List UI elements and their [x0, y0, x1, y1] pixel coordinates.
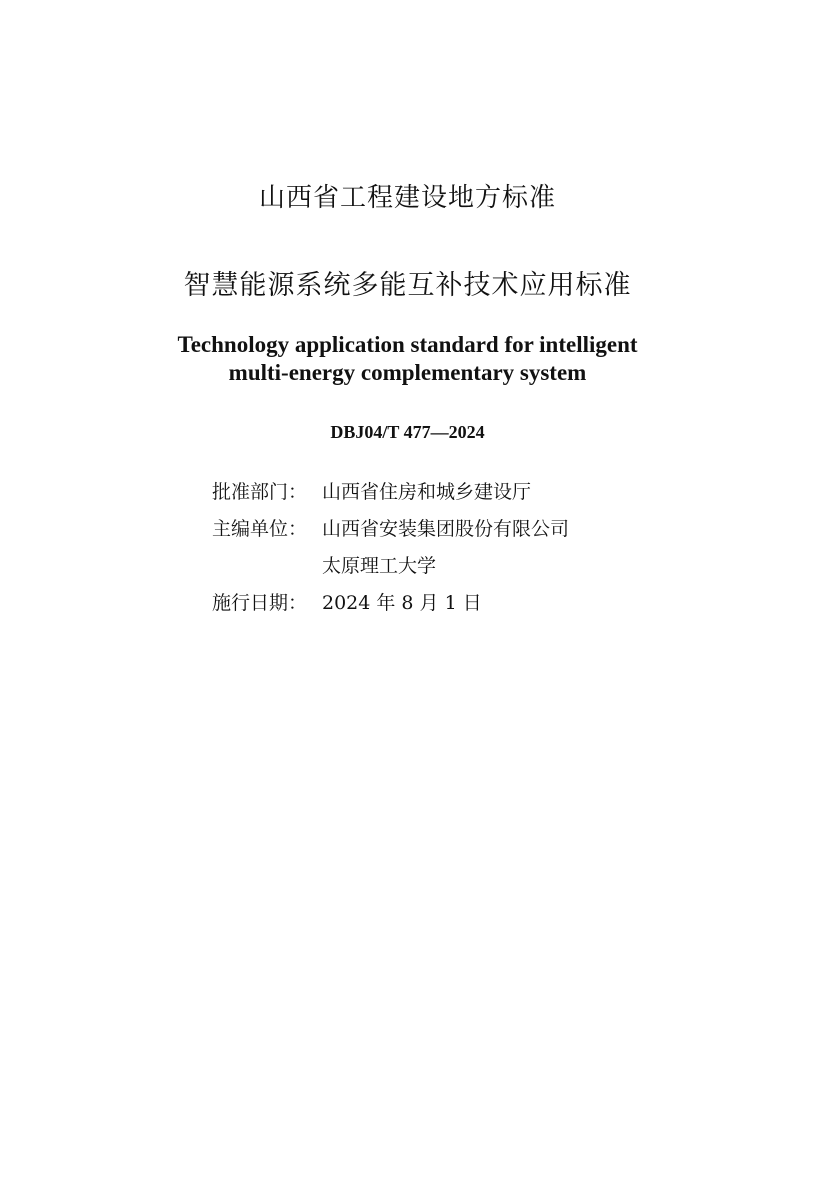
editor-value-2: 太原理工大学	[322, 555, 437, 577]
standard-title-english-line-2: multi-energy complementary system	[228, 360, 587, 385]
editor-label: 主编单位：	[212, 518, 308, 540]
standard-series-title: 山西省工程建设地方标准	[258, 183, 556, 213]
standard-title-chinese: 智慧能源系统多能互补技术应用标准	[183, 270, 632, 301]
editor-row-2	[212, 548, 569, 585]
date-value: 2024 年 8 月 1 日	[322, 592, 482, 614]
standard-title-english	[0, 331, 815, 387]
date-label: 施行日期：	[212, 592, 308, 614]
approval-value: 山西省住房和城乡建设厅	[322, 481, 532, 503]
standard-code: DBJ04/T 477—2024	[330, 422, 485, 442]
editor-value-1: 山西省安装集团股份有限公司	[322, 518, 570, 540]
publication-info	[212, 474, 569, 622]
approval-label: 批准部门：	[212, 481, 308, 503]
standard-title-english-line-1: Technology application standard for intelligent	[177, 332, 638, 357]
editor-row	[212, 511, 569, 548]
date-row	[212, 585, 569, 622]
editor-label-spacer	[212, 548, 322, 585]
approval-row	[212, 474, 569, 511]
